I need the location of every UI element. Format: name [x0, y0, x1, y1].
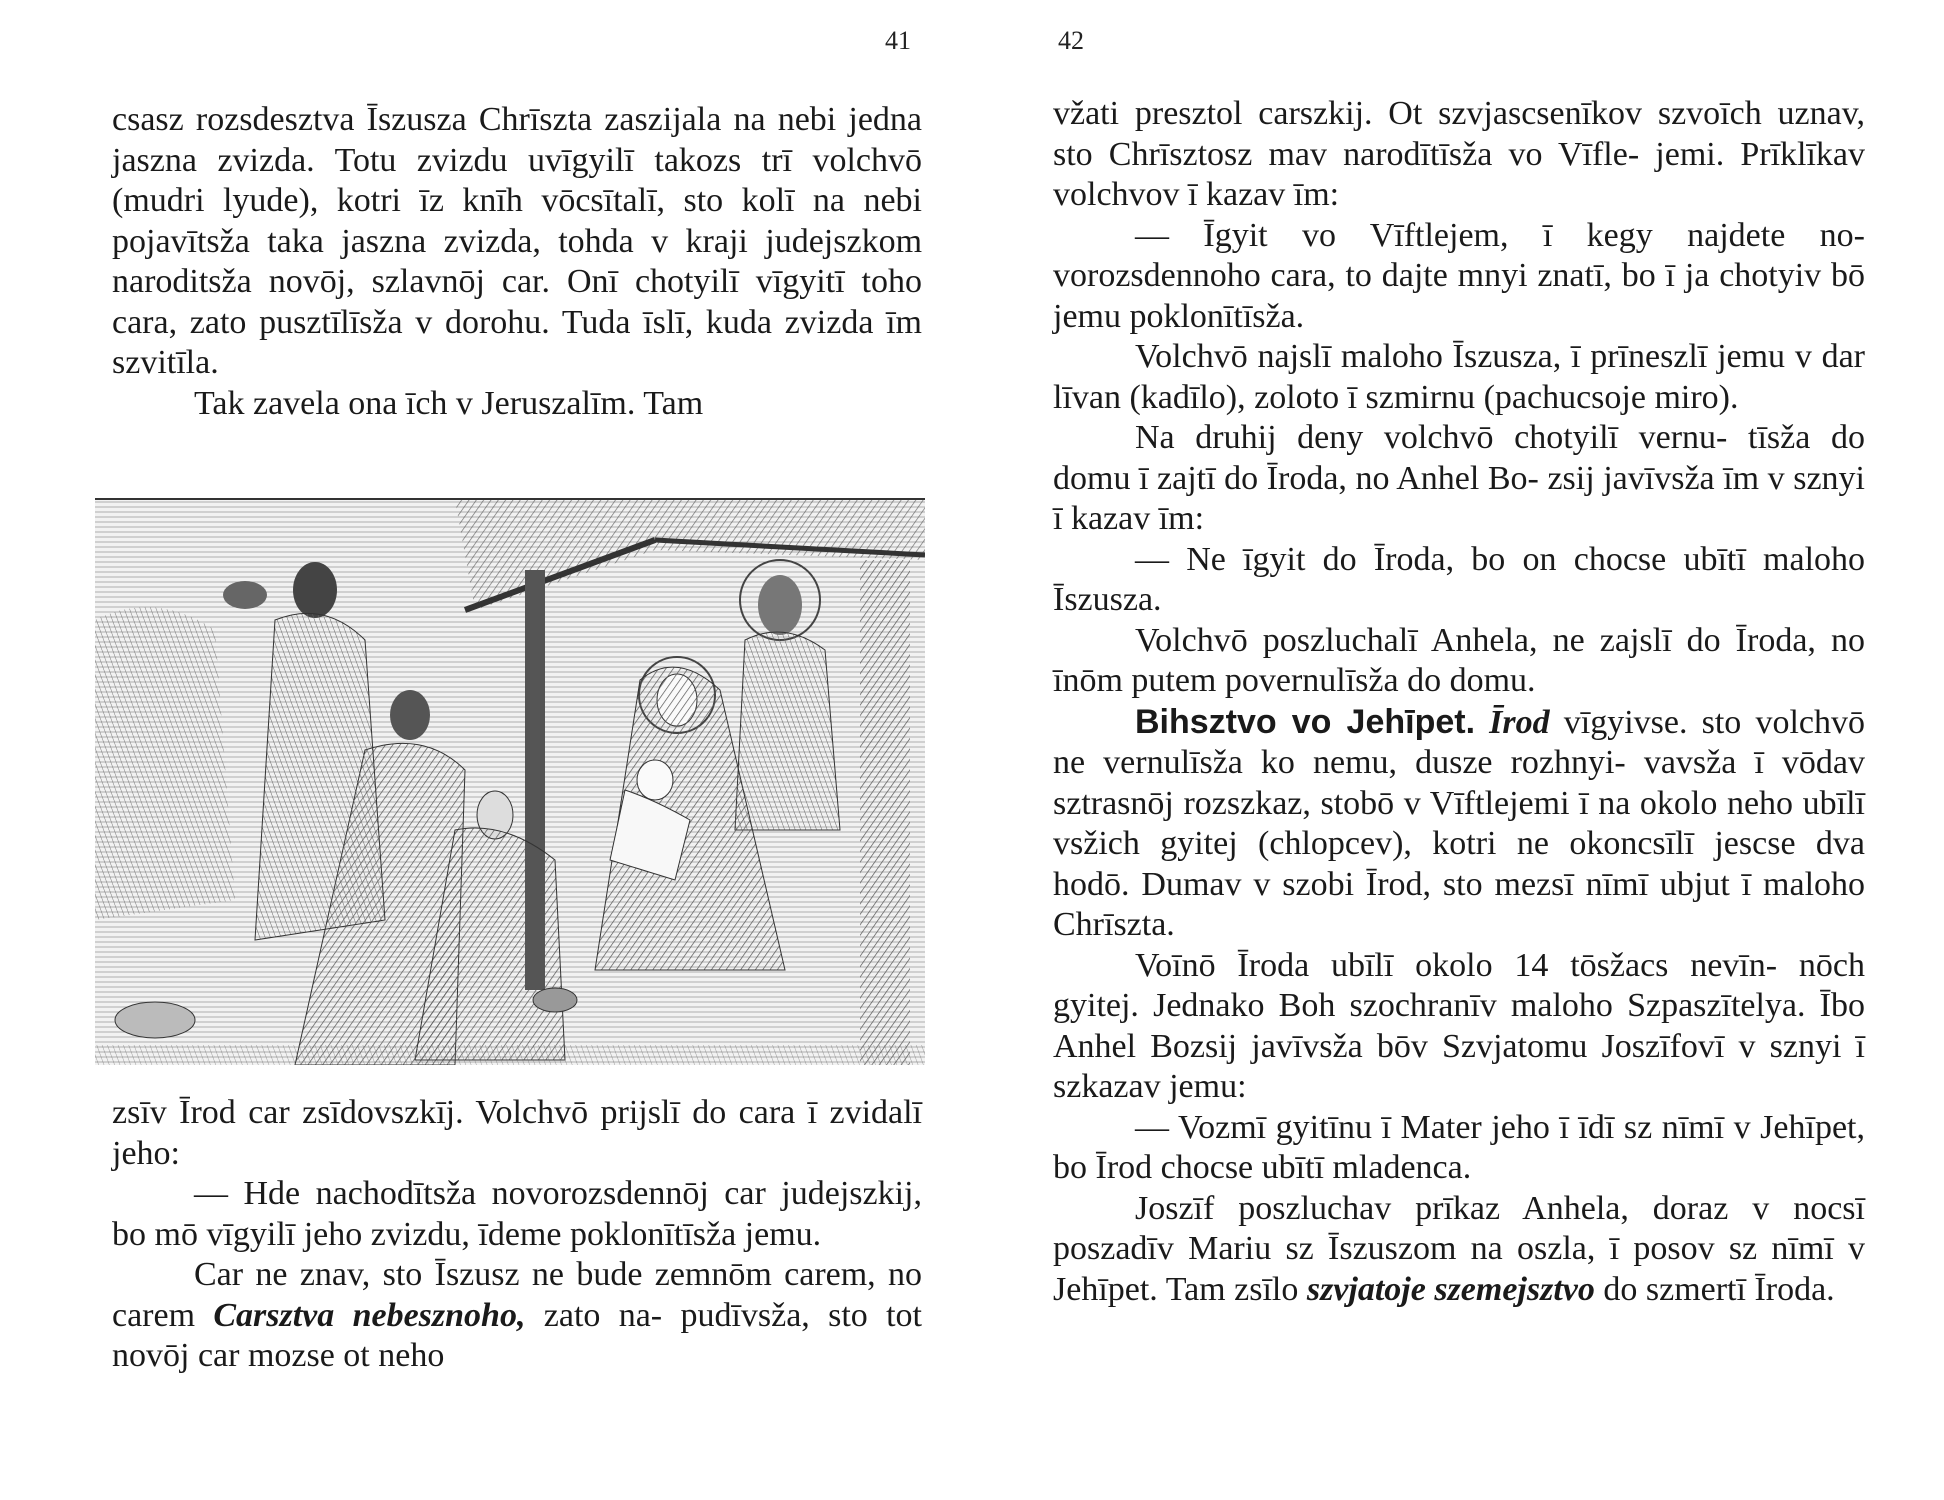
paragraph: Volchvō poszluchalī Anhela, ne zajslī do Īroda, no īnōm putem povernulīsža do domu. — [1053, 621, 1865, 699]
section-paragraph: Bihsztvo vo Jehīpet. Īrod vīgyivse. sto volchvō ne vernulīsža ko nemu, dusze rozhnyi- vavsža ī vōdav sztrasnōj rozszkaz, stobō v Vīftlejemi ī na okolo neho ubīlī vsžich gyitej (chlopcev), kotri ne okoncsīlī jescse dva hodō. Dumav v szobi Īrod, sto mezsī nīmī ubjut ī maloho Chrīszta. — [1053, 702, 1866, 943]
paragraph: Tak zavela ona īch v Jeruszalīm. Tam — [194, 384, 704, 422]
paragraph: zsīv Īrod car zsīdovszkīj. Volchvō prijslī do cara ī zvidalī jeho: — [112, 1094, 923, 1172]
left-page-text-top — [112, 100, 922, 424]
paragraph: Joszīf poszluchav prīkaz Anhela, doraz v nocsī poszadīv Mariu sz Īszuszom na oszla, ī posov sz nīmī v Jehīpet. Tam zsīlo szvjatoje szemejsztvo do szmertī Īroda. — [1053, 1189, 1865, 1308]
paragraph: Na druhij deny volchvō chotyilī vernu- tīsža do domu ī zajtī do Īroda, no Anhel Bo- zsij javīvsža īm v sznyi ī kazav īm: — [1053, 419, 1865, 537]
dialogue-paragraph: — Hde nachodītsža novorozsdennōj car judejszkij, bo mō vīgyilī jeho zvizdu, īdeme poklonītīsža jemu. — [112, 1175, 922, 1253]
paragraph: Volchvō najslī maloho Īszusza, ī prīneszlī jemu v dar līvan (kadīlo), zoloto ī szmirnu (pachucsoje miro). — [1053, 338, 1865, 416]
nativity-engraving-illustration — [95, 498, 925, 1065]
left-page-text-bottom — [112, 1093, 922, 1377]
dialogue-paragraph: — Īgyit vo Vīftlejem, ī kegy najdete no- vorozsdennoho cara, to dajte mnyi znatī, bo ī ja chotyiv bō jemu poklonītīsža. — [1053, 216, 1866, 335]
paragraph: Car ne znav, sto Īszusz ne bude zemnōm carem, no carem Carsztva nebesznoho, zato na- pudīvsža, sto tot novōj car mozse ot neho — [112, 1256, 923, 1374]
page-number-left: 41 — [885, 26, 911, 55]
section-heading: Bihsztvo vo Jehīpet. — [1135, 702, 1476, 741]
dialogue-paragraph: — Ne īgyit do Īroda, bo on chocse ubītī maloho Īszusza. — [1053, 540, 1866, 618]
paragraph: vžati presztol carszkij. Ot szvjascsenīkov szvoīch uznav, sto Chrīsztosz mav narodītīsža vo Vīfle- jemi. Prīklīkav volchvov ī kazav īm: — [1053, 95, 1866, 213]
paragraph: Voīnō Īroda ubīlī okolo 14 tōsžacs nevīn- nōch gyitej. Jednako Boh szochranīv maloho Szpaszītelya. Ībo Anhel Bozsij javīvsža bōv Szvjatomu Joszīfovī v sznyi ī szkazav jemu: — [1053, 946, 1866, 1105]
dialogue-paragraph: — Vozmī gyitīnu ī Mater jeho ī īdī sz nīmī v Jehīpet, bo Īrod chocse ubītī mladenca. — [1053, 1108, 1865, 1186]
right-page-text — [1053, 94, 1865, 1310]
page-number-right: 42 — [1058, 26, 1084, 55]
paragraph: csasz rozsdesztva Īszusza Chrīszta zaszijala na nebi jedna jaszna zvizda. Totu zvizdu uvīgyilī takozs trī volchvō (mudri lyude), kotri īz knīh vōcsītalī, sto kolī na nebi pojavītsža taka jaszna zvizda, tohda v kraji judejszkom naroditsža novōj, szlavnōj car. Onī chotyilī vīgyitī toho cara, zato pusztīlīsža v dorohu. Tuda īslī, kuda zvizda īm szvitīla. — [112, 101, 923, 381]
